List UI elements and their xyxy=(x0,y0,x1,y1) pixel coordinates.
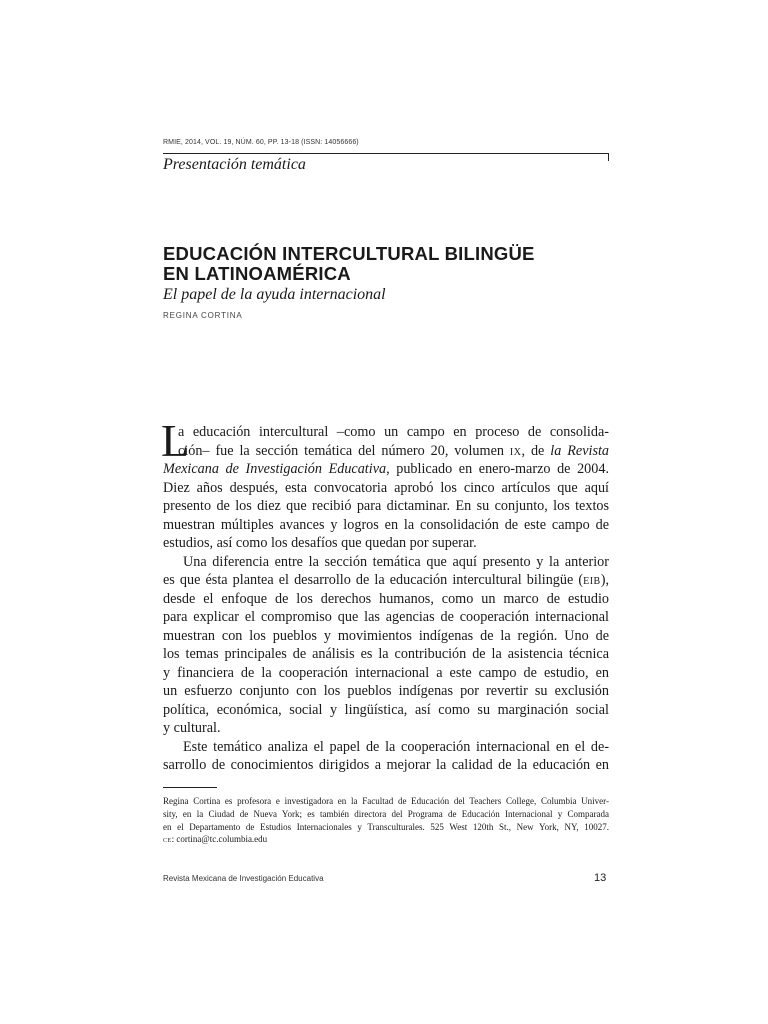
article-subtitle: El papel de la ayuda internacional xyxy=(163,286,386,303)
body-line: muestran múltiples avances y logros en la consolidación de este campo de xyxy=(163,516,609,533)
body-line: a educación intercultural –como un campo en proceso de consolida- xyxy=(178,424,609,440)
body-line: presento de los diez que recibió para dictaminar. En su conjunto, los textos xyxy=(163,498,609,514)
journal-reference: RMIE, 2014, VOL. 19, NÚM. 60, PP. 13-18 (ISSN: 14056666) xyxy=(163,139,359,146)
footer-journal-name: Revista Mexicana de Investigación Educativa xyxy=(163,874,324,883)
footnote-rule xyxy=(163,787,217,788)
paragraph-2 xyxy=(163,553,609,738)
footnote-line: Regina Cortina es profesora e investigadora en la Facultad de Educación del Teachers College, Columbia Univer- xyxy=(163,796,609,806)
paragraph-1 xyxy=(163,423,609,553)
footnote-line: ce: cortina@tc.columbia.edu xyxy=(163,834,268,845)
body-line: Diez años después, esta convocatoria aprobó los cinco artículos que aquí xyxy=(163,479,609,496)
section-rule-tick xyxy=(608,153,609,161)
body-line: y cultural. xyxy=(163,720,221,736)
section-rule xyxy=(163,153,609,154)
body-line: un esfuerzo conjunto con los pueblos indígenas por revertir su exclusión xyxy=(163,683,609,699)
drop-cap: L xyxy=(161,415,190,466)
article-body xyxy=(161,415,610,775)
body-line: Una diferencia entre la sección temática que aquí presento y la anterior xyxy=(183,553,609,570)
article-title xyxy=(163,244,535,284)
page-number: 13 xyxy=(594,872,607,884)
footnote-line: en el Departamento de Estudios Internacionales y Transculturales. 525 West 120th St., New York, NY, 10027. xyxy=(163,821,609,832)
author-footnote xyxy=(163,795,609,846)
article-title-line1: EDUCACIÓN INTERCULTURAL BILINGÜE xyxy=(163,243,535,264)
body-line: para explicar el compromiso que las agencias de cooperación internacional xyxy=(163,609,609,625)
section-label: Presentación temática xyxy=(163,156,306,173)
body-line: estudios, así como los desafíos que quedan por superar. xyxy=(163,535,477,551)
footnote-line: sity, en la Ciudad de Nueva York; es también directora del Programa de Educación Internacional y Comparada xyxy=(163,808,609,819)
body-line: política, económica, social y lingüística, así como su marginación social xyxy=(163,701,609,718)
author-name: REGINA CORTINA xyxy=(163,311,243,320)
paragraph-3 xyxy=(163,738,609,775)
body-line: desde el enfoque de los derechos humanos, como un marco de estudio xyxy=(163,590,609,607)
body-line: es que ésta plantea el desarrollo de la educación intercultural bilingüe (eib), xyxy=(163,572,609,588)
body-line: y financiera de la cooperación internacional a este campo de estudio, en xyxy=(163,664,609,681)
article-title-line2: EN LATINOAMÉRICA xyxy=(163,263,351,284)
body-line: sarrollo de conocimientos dirigidos a mejorar la calidad de la educación en xyxy=(163,757,609,773)
body-line: Este temático analiza el papel de la cooperación internacional en el de- xyxy=(183,738,609,755)
body-line: ción– fue la sección temática del número 20, volumen ix, de la Revista xyxy=(178,442,610,459)
body-line: Mexicana de Investigación Educativa, publicado en enero-marzo de 2004. xyxy=(163,461,609,477)
body-line: los temas principales de análisis es la contribución de la asistencia técnica xyxy=(163,646,609,662)
body-line: muestran con los pueblos y movimientos indígenas de la región. Uno de xyxy=(163,627,609,644)
